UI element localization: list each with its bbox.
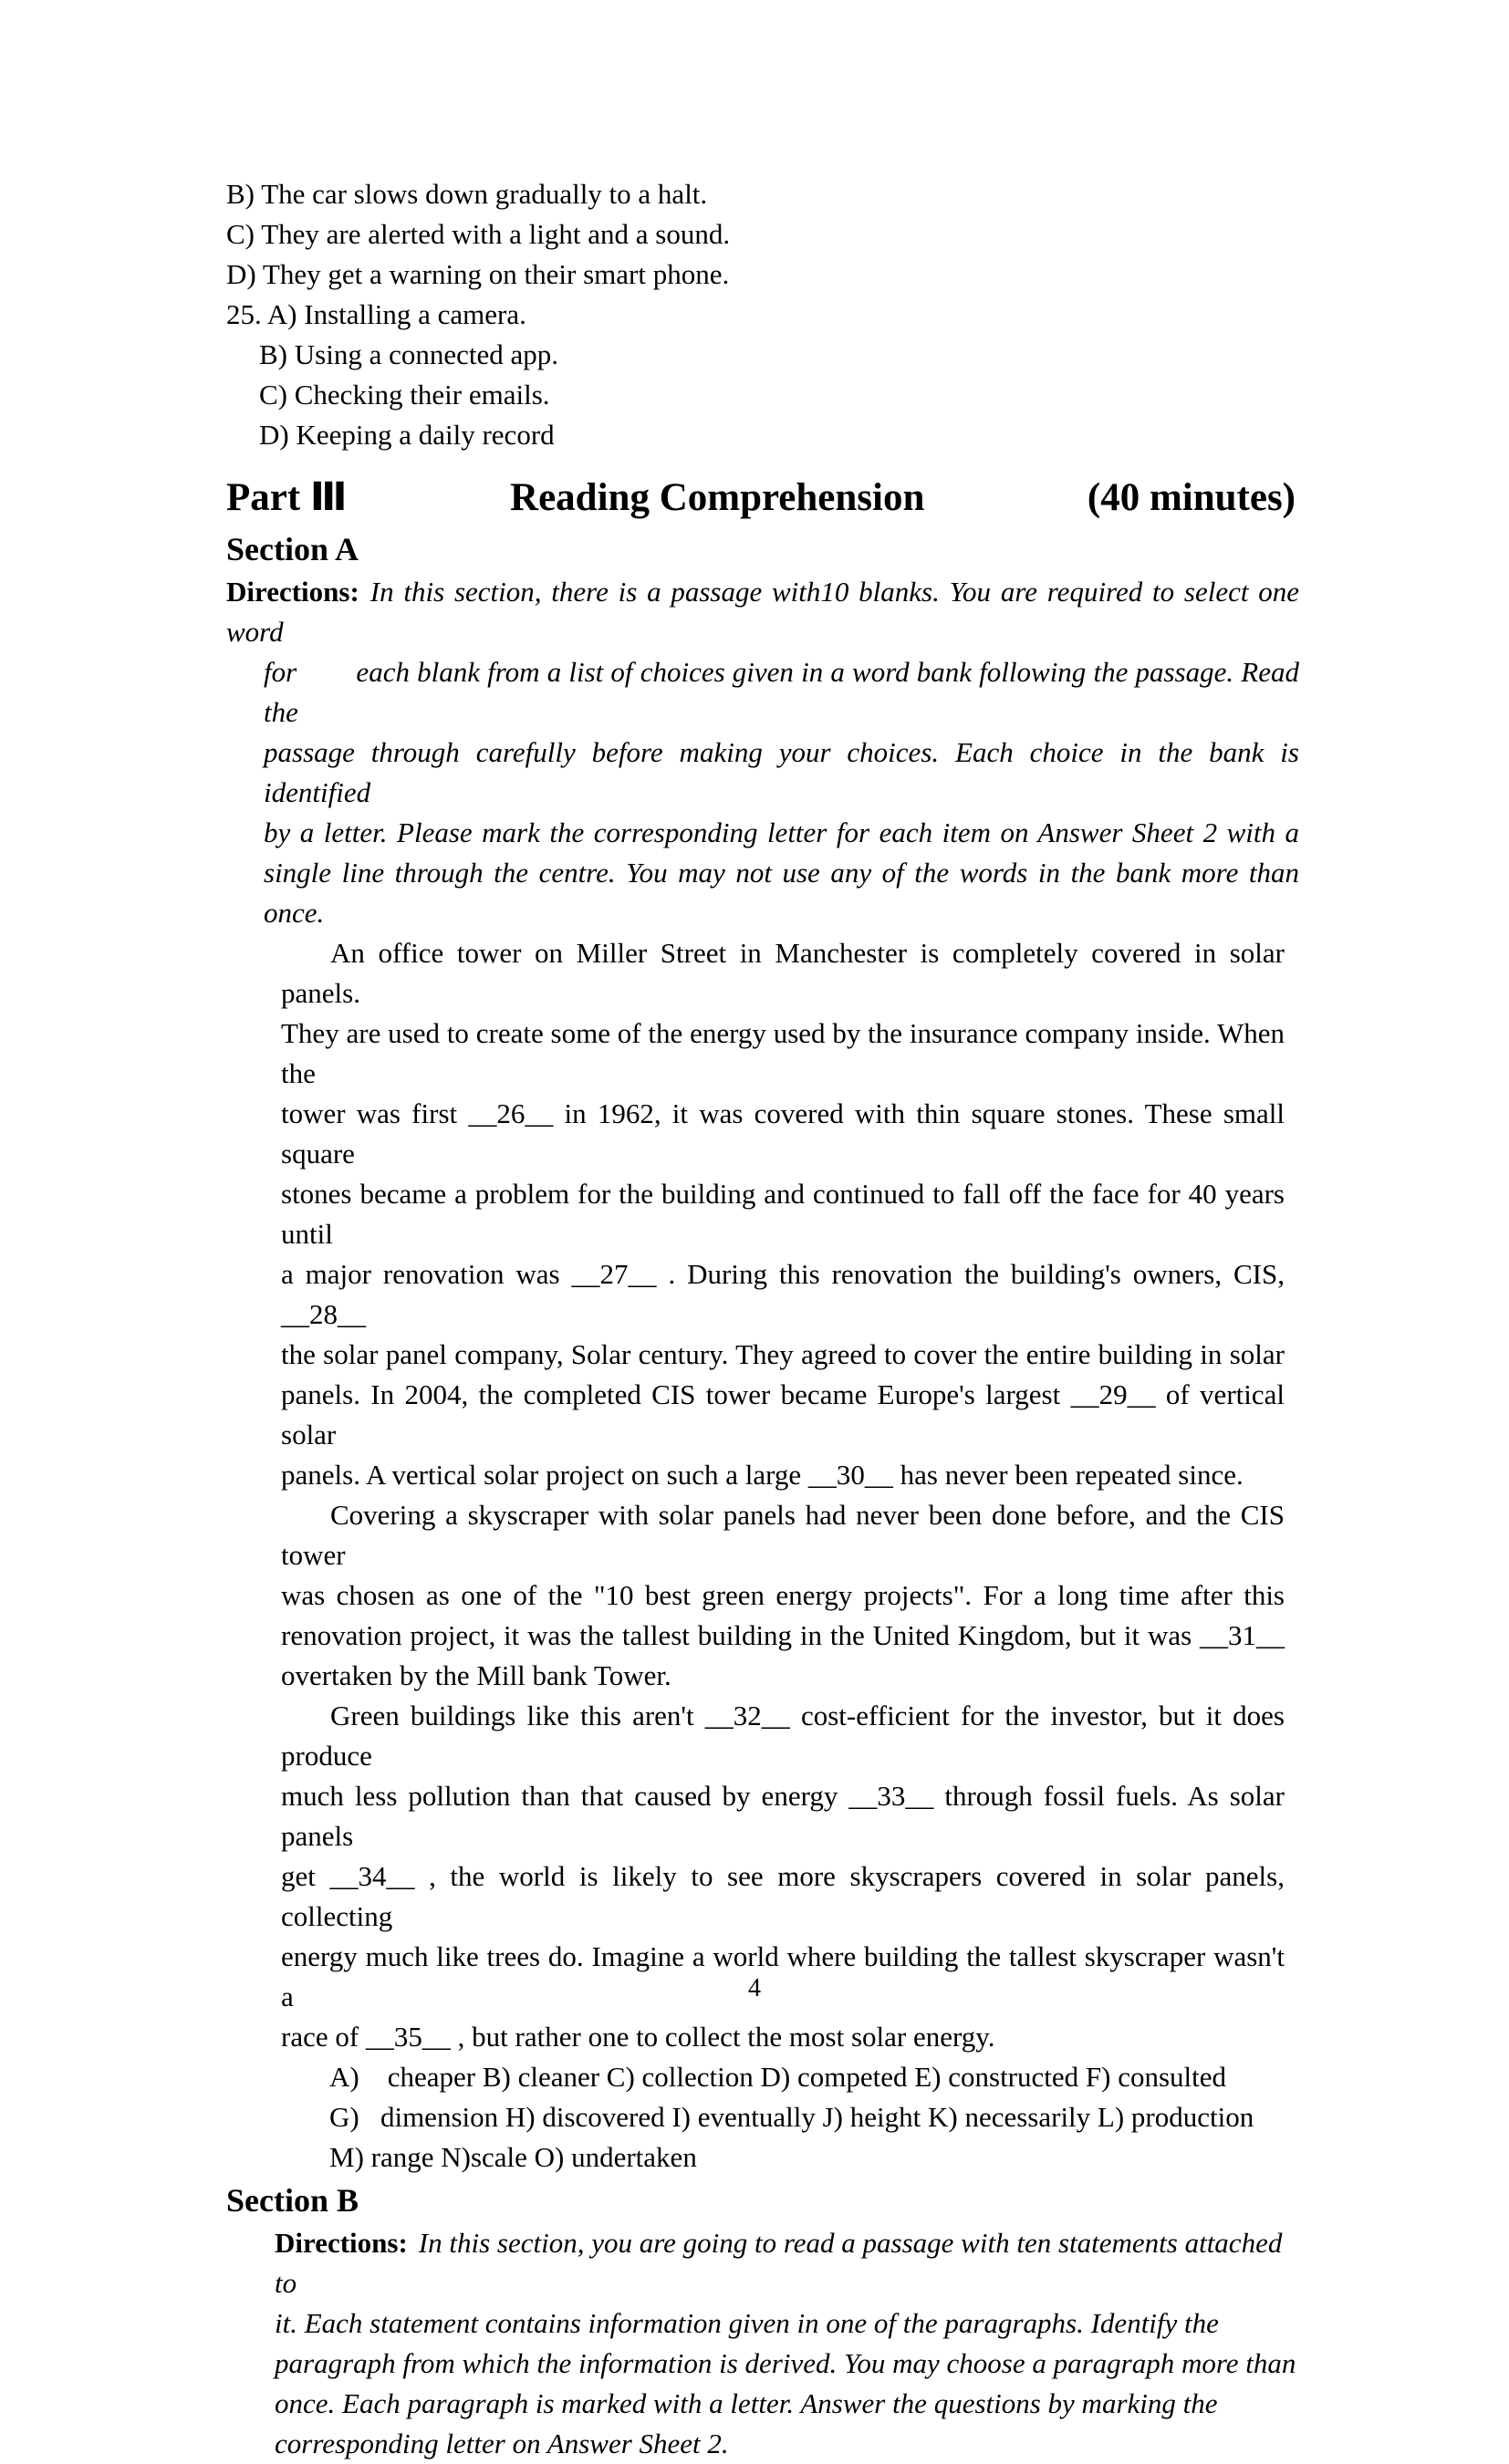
answer-option: D) Keeping a daily record [259, 419, 555, 451]
section-a-heading: Section A [226, 531, 359, 567]
page-number: 4 [748, 1974, 761, 2002]
directions-line: for each blank from a list of choices given in a word bank following the passage. Read the [264, 656, 1299, 728]
section-b-heading: Section B [226, 2182, 359, 2219]
word-bank-line: G) dimension H) discovered I) eventually J) height K) necessarily L) production [329, 2101, 1254, 2133]
passage-line: a major renovation was __27__ . During this renovation the building's owners, CIS, __28__ [281, 1258, 1285, 1330]
word-bank-line: M) range N)scale O) undertaken [329, 2141, 697, 2173]
directions-line [275, 2223, 1301, 2303]
directions-line: once. Each paragraph is marked with a letter. Answer the questions by marking the [275, 2387, 1218, 2419]
answer-option: A) Installing a camera. [266, 298, 526, 330]
passage-line: was chosen as one of the "10 best green energy projects". For a long time after this [281, 1579, 1285, 1611]
section-a-directions [226, 572, 1299, 933]
passage-line: An office tower on Miller Street in Manchester is completely covered in solar panels. [281, 937, 1285, 1009]
answer-option: C) They are alerted with a light and a sound. [226, 218, 731, 250]
passage-line: tower was first __26__ in 1962, it was covered with thin square stones. These small square [281, 1097, 1285, 1170]
answer-option: B) Using a connected app. [259, 338, 558, 370]
answer-option: C) Checking their emails. [259, 379, 550, 411]
part-title: Reading Comprehension [510, 476, 925, 519]
directions-line [226, 572, 1299, 652]
passage-line: renovation project, it was the tallest building in the United Kingdom, but it was __31__ [281, 1619, 1285, 1651]
passage-line: race of __35__ , but rather one to collect the most solar energy. [281, 2021, 995, 2053]
part-heading-row [226, 470, 1296, 526]
directions-line: single line through the centre. You may not use any of the words in the bank more than once. [264, 857, 1299, 929]
listening-options-block [226, 174, 1509, 455]
answer-option: D) They get a warning on their smart phone. [226, 258, 730, 290]
directions-text: In this section, there is a passage with10 blanks. You are required to select one word [226, 576, 1299, 648]
passage-line: panels. In 2004, the completed CIS tower became Europe's largest __29__ of vertical solar [281, 1378, 1285, 1450]
passage-line: Covering a skyscraper with solar panels had never been done before, and the CIS tower [281, 1499, 1285, 1571]
question-number: 25. [226, 298, 262, 330]
question-25-line [226, 295, 1509, 335]
directions-line: paragraph from which the information is derived. You may choose a paragraph more than [275, 2347, 1296, 2379]
directions-line: passage through carefully before making your choices. Each choice in the bank is identified [264, 736, 1299, 808]
directions-line: by a letter. Please mark the corresponding letter for each item on Answer Sheet 2 with a [264, 816, 1299, 848]
passage-line: Green buildings like this aren't __32__ cost-efficient for the investor, but it does produce [281, 1700, 1285, 1772]
passage-line: stones became a problem for the building and continued to fall off the face for 40 years until [281, 1178, 1285, 1250]
directions-label: Directions: [275, 2227, 408, 2259]
directions-text: In this section, you are going to read a passage with ten statements attached to [275, 2227, 1283, 2299]
passage-line: the solar panel company, Solar century. They agreed to cover the entire building in solar [281, 1338, 1285, 1370]
directions-label: Directions: [226, 576, 359, 608]
part-duration: (40 minutes) [1087, 476, 1296, 519]
answer-option: B) The car slows down gradually to a halt. [226, 178, 708, 210]
passage-line: much less pollution than that caused by energy __33__ through fossil fuels. As solar panels [281, 1780, 1285, 1852]
word-bank-line: A) cheaper B) cleaner C) collection D) competed E) constructed F) consulted [329, 2061, 1227, 2093]
passage-line: overtaken by the Mill bank Tower. [281, 1659, 671, 1691]
passage-line: They are used to create some of the energy used by the insurance company inside. When the [281, 1017, 1285, 1089]
cloze-passage [281, 933, 1285, 2057]
part-label: Part Ⅲ [226, 476, 348, 519]
passage-line: energy much like trees do. Imagine a world where building the tallest skyscraper wasn't a [281, 1940, 1285, 2012]
passage-line: get __34__ , the world is likely to see more skyscrapers covered in solar panels, collecting [281, 1860, 1285, 1932]
directions-line: corresponding letter on Answer Sheet 2. [275, 2428, 729, 2459]
word-bank [329, 2057, 1509, 2178]
directions-line: it. Each statement contains information given in one of the paragraphs. Identify the [275, 2307, 1219, 2339]
passage-line: panels. A vertical solar project on such a large __30__ has never been repeated since. [281, 1459, 1244, 1491]
section-b-directions [275, 2223, 1301, 2464]
